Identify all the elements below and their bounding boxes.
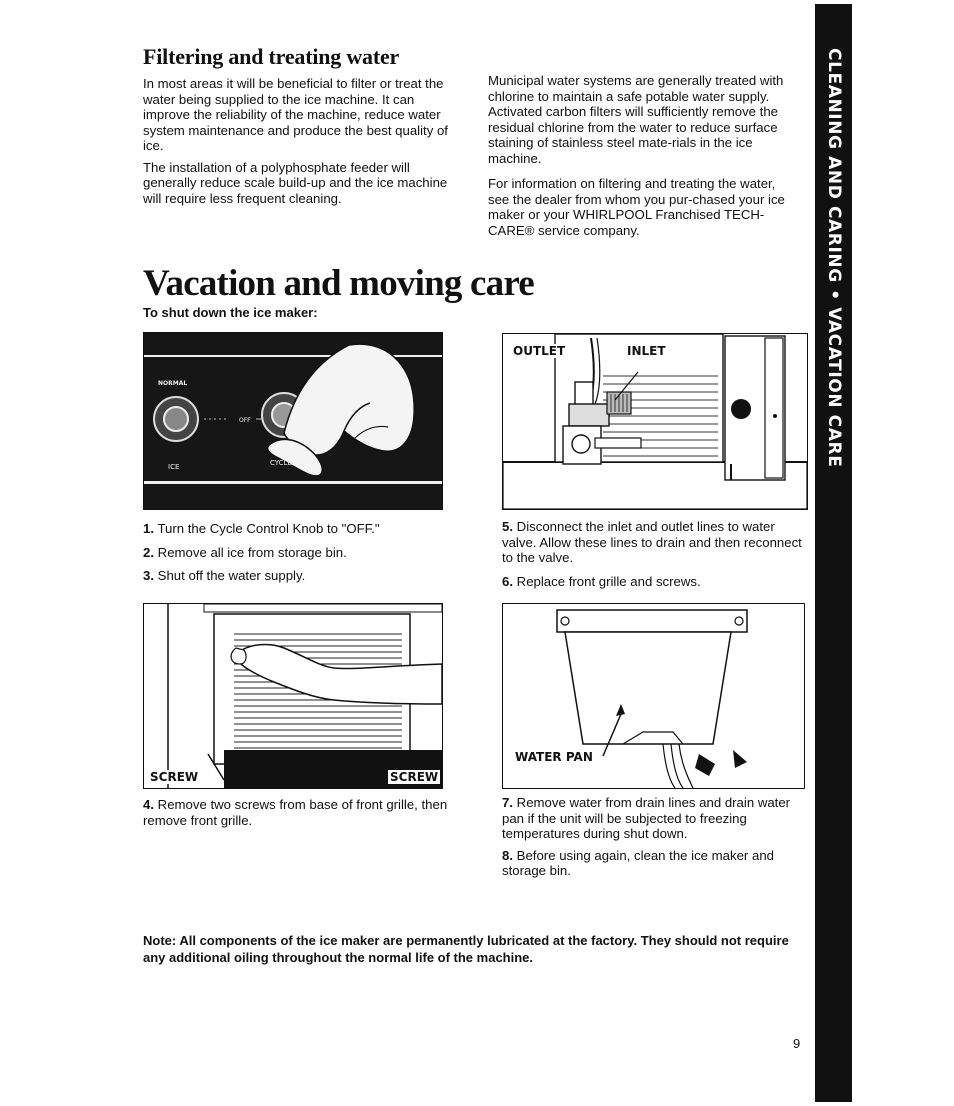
label-inlet: INLET xyxy=(627,344,666,358)
filtering-paragraph: In most areas it will be beneficial to filter or treat the water being supplied to the ice machine. It can improve the reliability of the machine, reduce water system maintenance and produce the best quality of ice. xyxy=(143,76,448,153)
list-item: 6. Replace front grille and screws. xyxy=(502,573,701,589)
page-number: 9 xyxy=(793,1036,801,1051)
list-item: 7. Remove water from drain lines and drain water pan if the unit will be subjected to freezing temperatures during shut down. xyxy=(502,795,791,841)
front-grille-illustration xyxy=(144,604,442,788)
filtering-left-column xyxy=(143,76,453,206)
note-text: Note: All components of the ice maker are permanently lubricated at the factory. They should not require any additional oiling throughout the normal life of the machine. xyxy=(143,933,789,965)
control-panel-illustration xyxy=(144,333,442,509)
list-item: 3. Shut off the water supply. xyxy=(143,568,306,583)
filtering-heading: Filtering and treating water xyxy=(143,44,400,69)
label-outlet: OUTLET xyxy=(513,344,566,358)
side-tab-text: CLEANING AND CARING • VACATION CARE xyxy=(824,48,844,468)
steps-list-1-3 xyxy=(143,521,463,584)
label-screw-right: SCREW xyxy=(390,770,439,784)
vacation-subheading: To shut down the ice maker: xyxy=(143,305,318,320)
vacation-heading: Vacation and moving care xyxy=(143,263,534,304)
steps-list-4 xyxy=(143,797,463,828)
figure-water-valve xyxy=(502,333,808,510)
steps-list-7-8 xyxy=(502,795,794,879)
list-item: 1. Turn the Cycle Control Knob to "OFF." xyxy=(143,521,380,536)
figure-front-grille xyxy=(143,603,443,789)
list-item: 4. Remove two screws from base of front grille, then remove front grille. xyxy=(143,797,448,828)
filtering-paragraph: For information on filtering and treating the water, see the dealer from whom you pur-chased your ice maker or your WHIRLPOOL Franchised TECH-CARE® service company. xyxy=(488,176,785,238)
lubrication-note xyxy=(143,932,798,966)
steps-list-5-6 xyxy=(502,519,812,589)
list-item: 8. Before using again, clean the ice maker and storage bin. xyxy=(502,847,774,878)
label-off: OFF xyxy=(239,417,251,424)
label-water-pan: WATER PAN xyxy=(515,750,593,764)
label-cycle: CYCLE xyxy=(270,459,292,467)
figure-water-pan xyxy=(502,603,805,789)
filtering-paragraph: Municipal water systems are generally treated with chlorine to maintain a safe potable water supply. Activated carbon filters will sufficiently remove the residual chlorine from the water to reduce surface staining of stainless steel mate-rials in the ice machine. xyxy=(488,73,784,166)
filtering-paragraph: The installation of a polyphosphate feeder will generally reduce scale build-up and the ice machine will require less frequent cleaning. xyxy=(143,159,448,206)
label-ice: ICE xyxy=(168,463,180,471)
label-screw-left: SCREW xyxy=(150,770,199,784)
water-valve-illustration xyxy=(503,334,807,509)
list-item: 2. Remove all ice from storage bin. xyxy=(143,544,347,560)
list-item: 5. Disconnect the inlet and outlet lines to water valve. Allow these lines to drain and then reconnect to the valve. xyxy=(502,519,802,565)
label-normal: NORMAL xyxy=(158,380,188,387)
filtering-right-column xyxy=(488,73,800,238)
figure-control-knob xyxy=(143,332,443,510)
